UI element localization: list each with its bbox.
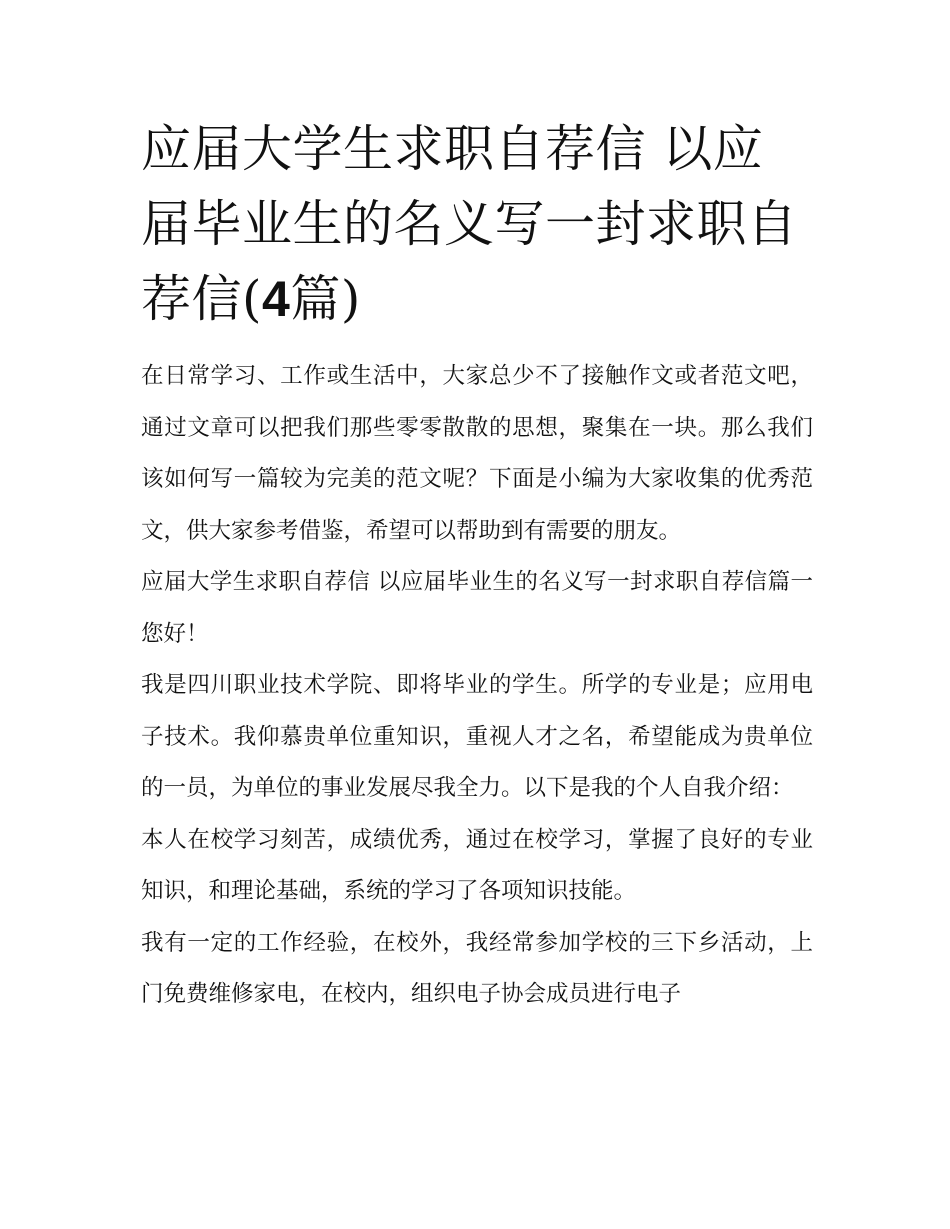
title-count: 4 bbox=[262, 271, 291, 327]
title-suffix: 篇) bbox=[290, 270, 361, 328]
self-introduction-paragraph: 我是四川职业技术学院、即将毕业的学生。所学的专业是；应用电子技术。我仰慕贵单位重知识，重视人才之名，希望能成为贵单位的一员，为单位的事业发展尽我全力。以下是我的个人自我介绍： bbox=[141, 672, 813, 801]
experience-paragraph: 我有一定的工作经验，在校外，我经常参加学校的三下乡活动，上门免费维修家电，在校内，组织电子协会成员进行电子 bbox=[141, 929, 813, 1007]
study-paragraph: 本人在校学习刻苦，成绩优秀，通过在校学习，掌握了良好的专业知识，和理论基础，系统的学习了各项知识技能。 bbox=[141, 826, 813, 904]
document-body bbox=[141, 351, 813, 1021]
document-content bbox=[141, 112, 813, 1021]
letter-heading-paragraph: 应届大学生求职自荐信 以应届毕业生的名义写一封求职自荐信篇一 您好！ bbox=[141, 569, 813, 647]
intro-paragraph: 在日常学习、工作或生活中，大家总少不了接触作文或者范文吧，通过文章可以把我们那些零零散散的思想，聚集在一块。那么我们该如何写一篇较为完美的范文呢？下面是小编为大家收集的优秀范文，供大家参考借鉴，希望可以帮助到有需要的朋友。 bbox=[141, 363, 813, 544]
title-main: 应届大学生求职自荐信 以应届毕业生的名义写一封求职自荐信( bbox=[141, 120, 798, 328]
document-title bbox=[141, 112, 813, 337]
